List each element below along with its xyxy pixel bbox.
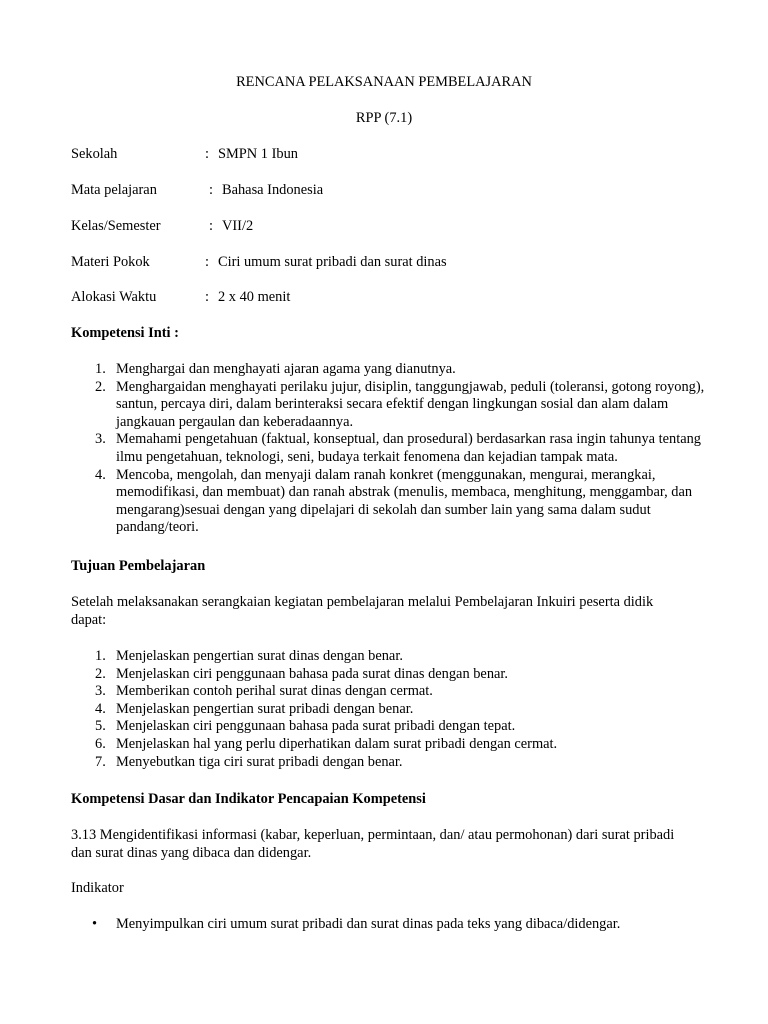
info-value: SMPN 1 Ibun — [218, 146, 298, 162]
tujuan-pembelajaran-list — [71, 648, 711, 771]
info-colon: : — [209, 182, 213, 198]
list-item — [71, 736, 711, 754]
list-number: 7. — [95, 753, 106, 770]
info-label: Mata pelajaran — [71, 182, 157, 198]
list-item — [71, 754, 711, 772]
indikator-heading: Indikator — [71, 880, 124, 896]
list-item-text: Memberikan contoh perihal surat dinas dengan cermat. — [116, 683, 433, 700]
list-item-text: Menyebutkan tiga ciri surat pribadi dengan benar. — [116, 753, 403, 770]
list-item — [71, 666, 711, 684]
kompetensi-inti-heading: Kompetensi Inti : — [71, 325, 179, 341]
info-colon: : — [209, 218, 213, 234]
list-item — [71, 683, 711, 701]
indikator-list — [71, 916, 711, 934]
list-item-text: Menjelaskan ciri penggunaan bahasa pada surat pribadi dengan tepat. — [116, 718, 516, 735]
list-item-text: Menghargaidan menghayati perilaku jujur, disiplin, tanggungjawab, peduli (toleransi, gotong royong), santun, percaya diri, dalam berinteraksi secara efektif dengan lingkungan sosial dan alam dalam jangkauan pergaulan dan keberadaannya. — [116, 378, 705, 430]
list-item — [71, 379, 711, 432]
tujuan-intro: Setelah melaksanakan serangkaian kegiatan pembelajaran melalui Pembelajaran Inkuiri peserta didik dapat: — [71, 594, 654, 628]
document-subtitle: RPP (7.1) — [355, 110, 413, 126]
info-colon: : — [205, 146, 209, 162]
list-item — [71, 701, 711, 719]
info-label: Sekolah — [71, 146, 118, 162]
list-item-text: Memahami pengetahuan (faktual, konseptual, dan prosedural) berdasarkan rasa ingin tahunya tentang ilmu pengetahuan, teknologi, seni, budaya terkait fenomena dan kejadian tampak mata. — [116, 431, 702, 465]
info-colon: : — [205, 254, 209, 270]
info-value: VII/2 — [222, 218, 254, 234]
list-item-text: Mencoba, mengolah, dan menyaji dalam ranah konkret (menggunakan, mengurai, merangkai, memodifikasi, dan membuat) dan ranah abstrak (menulis, membaca, menghitung, menggambar, dan mengarang)sesuai dengan yang dipelajari di sekolah dan sumber lain yang sama dalam sudut pandang/teori. — [116, 466, 693, 536]
list-item-text: Menjelaskan pengertian surat dinas dengan benar. — [116, 648, 403, 664]
list-number: 1. — [95, 648, 106, 664]
list-number: 1. — [95, 361, 106, 377]
bullet: • — [92, 916, 98, 932]
info-value: 2 x 40 menit — [218, 289, 291, 305]
info-value: Ciri umum surat pribadi dan surat dinas — [218, 254, 447, 270]
kompetensi-inti-list — [71, 361, 711, 537]
list-item-text: Menjelaskan ciri penggunaan bahasa pada surat dinas dengan benar. — [116, 665, 508, 682]
list-number: 4. — [95, 466, 106, 483]
list-number: 6. — [95, 735, 106, 752]
list-number: 2. — [95, 665, 106, 682]
document-title: RENCANA PELAKSANAAN PEMBELAJARAN — [236, 74, 532, 90]
info-label: Alokasi Waktu — [71, 289, 157, 305]
info-label: Kelas/Semester — [71, 218, 161, 234]
list-item-text: Menjelaskan hal yang perlu diperhatikan dalam surat pribadi dengan cermat. — [116, 735, 558, 752]
info-colon: : — [205, 289, 209, 305]
list-item-text: Menyimpulkan ciri umum surat pribadi dan surat dinas pada teks yang dibaca/didengar. — [116, 916, 621, 932]
list-item-text: Menghargai dan menghayati ajaran agama yang dianutnya. — [116, 361, 456, 377]
kompetensi-dasar-text: 3.13 Mengidentifikasi informasi (kabar, keperluan, permintaan, dan/ atau permohonan) dari surat pribadi dan surat dinas yang dibaca dan didengar. — [71, 827, 675, 861]
list-item — [71, 431, 711, 466]
tujuan-pembelajaran-heading: Tujuan Pembelajaran — [71, 558, 206, 574]
list-number: 2. — [95, 378, 106, 395]
list-number: 5. — [95, 718, 106, 735]
list-item-text: Menjelaskan pengertian surat pribadi dengan benar. — [116, 700, 414, 717]
list-item — [71, 467, 711, 537]
kompetensi-dasar-heading: Kompetensi Dasar dan Indikator Pencapaian Kompetensi — [71, 791, 426, 807]
list-number: 3. — [95, 683, 106, 700]
list-number: 3. — [95, 431, 106, 448]
info-value: Bahasa Indonesia — [222, 182, 324, 198]
list-number: 4. — [95, 700, 106, 717]
list-item — [71, 648, 711, 666]
list-item — [71, 361, 711, 379]
list-item — [71, 916, 711, 934]
info-label: Materi Pokok — [71, 254, 150, 270]
list-item — [71, 718, 711, 736]
